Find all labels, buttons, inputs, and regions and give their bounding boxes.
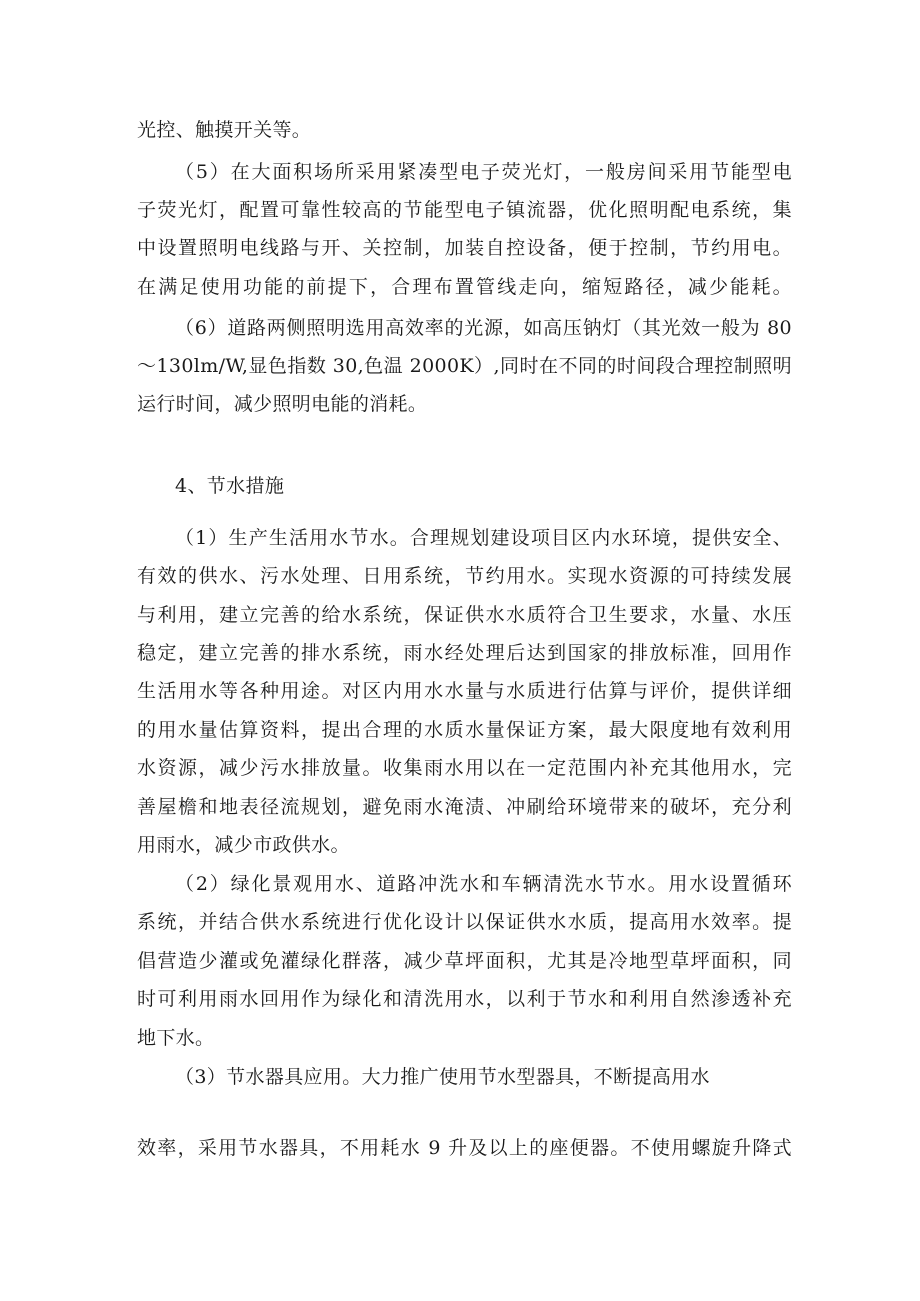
text-line: 运行时间，减少照明电能的消耗。 xyxy=(137,393,428,415)
text-line: 子荧光灯，配置可靠性较高的节能型电子镇流器，优化照明配电系统，集 xyxy=(137,199,792,221)
section-heading: 4、节水措施 xyxy=(175,475,285,497)
paragraph-1-line: （1）生产生活用水节水。合理规划建设项目区内水环境，提供安全、 xyxy=(175,527,792,549)
paragraph-2-line: （2）绿化景观用水、道路冲洗水和车辆清洗水节水。用水设置循环 xyxy=(175,873,792,895)
text-line: 时可利用雨水回用作为绿化和清洗用水，以利于节水和利用自然渗透补充 xyxy=(137,988,792,1010)
text-line: 效率，采用节水器具，不用耗水 9 升及以上的座便器。不使用螺旋升降式 xyxy=(137,1137,792,1159)
text-line: 在满足使用功能的前提下，合理布置管线走向，缩短路径，减少能耗。 xyxy=(137,276,792,298)
text-line: 光控、触摸开关等。 xyxy=(137,119,312,141)
text-line: 系统，并结合供水系统进行优化设计以保证供水水质，提高用水效率。提 xyxy=(137,911,792,933)
text-line: 善屋檐和地表径流规划，避免雨水淹渍、冲刷给环境带来的破坏，充分利 xyxy=(137,796,792,818)
text-line: 稳定，建立完善的排水系统，雨水经处理后达到国家的排放标准，回用作 xyxy=(137,642,792,664)
text-line: 有效的供水、污水处理、日用系统，节约用水。实现水资源的可持续发展 xyxy=(137,565,792,587)
text-line: 生活用水等各种用途。对区内用水水量与水质进行估算与评价，提供详细 xyxy=(137,680,792,702)
paragraph-6-line: （6）道路两侧照明选用高效率的光源，如高压钠灯（其光效一般为 80 xyxy=(175,317,792,339)
text-line: ～130lm/W,显色指数 30,色温 2000K）,同时在不同的时间段合理控制照明 xyxy=(137,355,792,377)
text-line: 水资源，减少污水排放量。收集雨水用以在一定范围内补充其他用水，完 xyxy=(137,757,792,779)
text-line: 中设置照明电线路与开、关控制，加装自控设备，便于控制，节约用电。 xyxy=(137,237,792,259)
text-line: 倡营造少灌或免灌绿化群落，减少草坪面积，尤其是冷地型草坪面积，同 xyxy=(137,950,792,972)
text-line: 与利用，建立完善的给水系统，保证供水水质符合卫生要求，水量、水压 xyxy=(137,604,792,626)
text-line: 用雨水，减少市政供水。 xyxy=(137,834,350,856)
paragraph-3-line: （3）节水器具应用。大力推广使用节水型器具，不断提高用水 xyxy=(175,1066,710,1088)
text-line: 地下水。 xyxy=(137,1027,215,1049)
paragraph-5-line: （5）在大面积场所采用紧凑型电子荧光灯，一般房间采用节能型电 xyxy=(175,161,792,183)
text-line: 的用水量估算资料，提出合理的水质水量保证方案，最大限度地有效利用 xyxy=(137,719,792,741)
